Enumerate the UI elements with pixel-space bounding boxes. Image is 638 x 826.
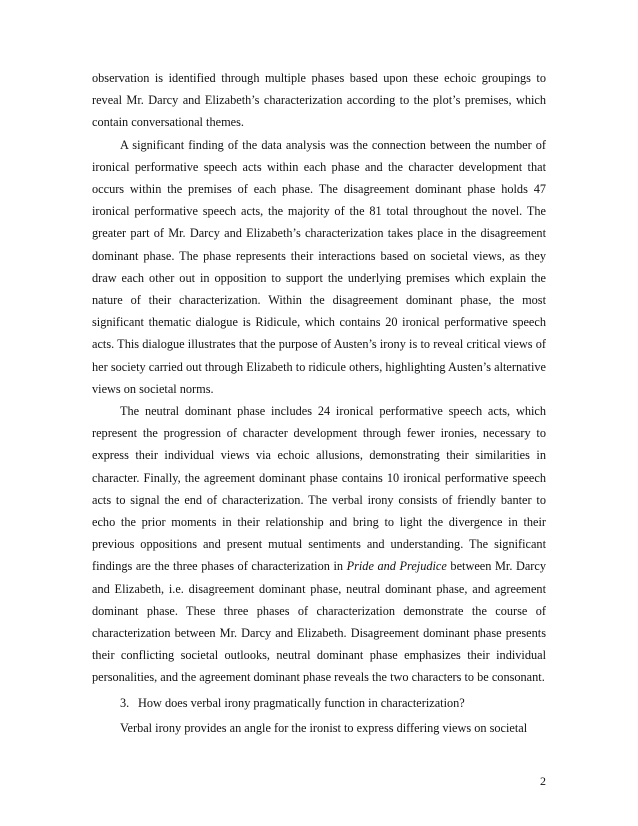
paragraph-text-before-title: The neutral dominant phase includes 24 ironical performative speech acts, which represent the progression of character development through fewer ironies, necessary to express their individual views via echoic allusions, demonstrating their similarities in character. Finally, the agreement dominant phase contains 10 ironical performative speech acts to signal the end of characterization. The verbal irony consists of friendly banter to echo the prior moments in their relationship and bring to light the divergence in their previous oppositions and present mutual sentiments and understanding. The significant findings are the three phases of characterization in: [92, 404, 546, 574]
novel-title: Pride and Prejudice: [346, 559, 447, 574]
paragraph-text-after-title: between Mr. Darcy and Elizabeth, i.e. disagreement dominant phase, neutral dominant phase, and agreement dominant phase. These three phases of characterization demonstrate the course of characterization between Mr. Darcy and Elizabeth. Disagreement dominant phase presents their conflicting societal outlooks, neutral dominant phase emphasizes their individual personalities, and the agreement dominant phase reveals the two characters to be consonant.: [92, 559, 547, 685]
paragraph-verbal-irony: Verbal irony provides an angle for the ironist to express differing views on societal: [120, 720, 528, 735]
paragraph-continuation: observation is identified through multiple phases based upon these echoic groupings to reveal Mr. Darcy and Elizabeth’s characterization according to the plot’s premises, which contain conversational themes.: [92, 71, 546, 130]
paragraph-phases-summary: [92, 400, 546, 689]
question-number: 3.: [120, 695, 130, 710]
question-text: How does verbal irony pragmatically function in characterization?: [138, 695, 465, 710]
paragraph-analysis-finding: A significant finding of the data analysis was the connection between the number of ironical performative speech acts within each phase and the character development that occurs within the premises of each phase. The disagreement dominant phase holds 47 ironical performative speech acts, the majority of the 81 total throughout the novel. The greater part of Mr. Darcy and Elizabeth’s characterization takes place in the disagreement dominant phase. The phase represents their interactions based on societal views, as they draw each other out in opposition to support the underlying premises which explain the nature of their characterization. Within the disagreement dominant phase, the most significant thematic dialogue is Ridicule, which contains 20 ironical performative speech acts. This dialogue illustrates that the purpose of Austen’s irony is to reveal critical views of her society carried out through Elizabeth to ridicule others, highlighting Austen’s alternative views on societal norms.: [92, 137, 546, 396]
body-text: [92, 67, 546, 739]
research-question: [92, 692, 546, 714]
page-number: 2: [540, 774, 546, 788]
